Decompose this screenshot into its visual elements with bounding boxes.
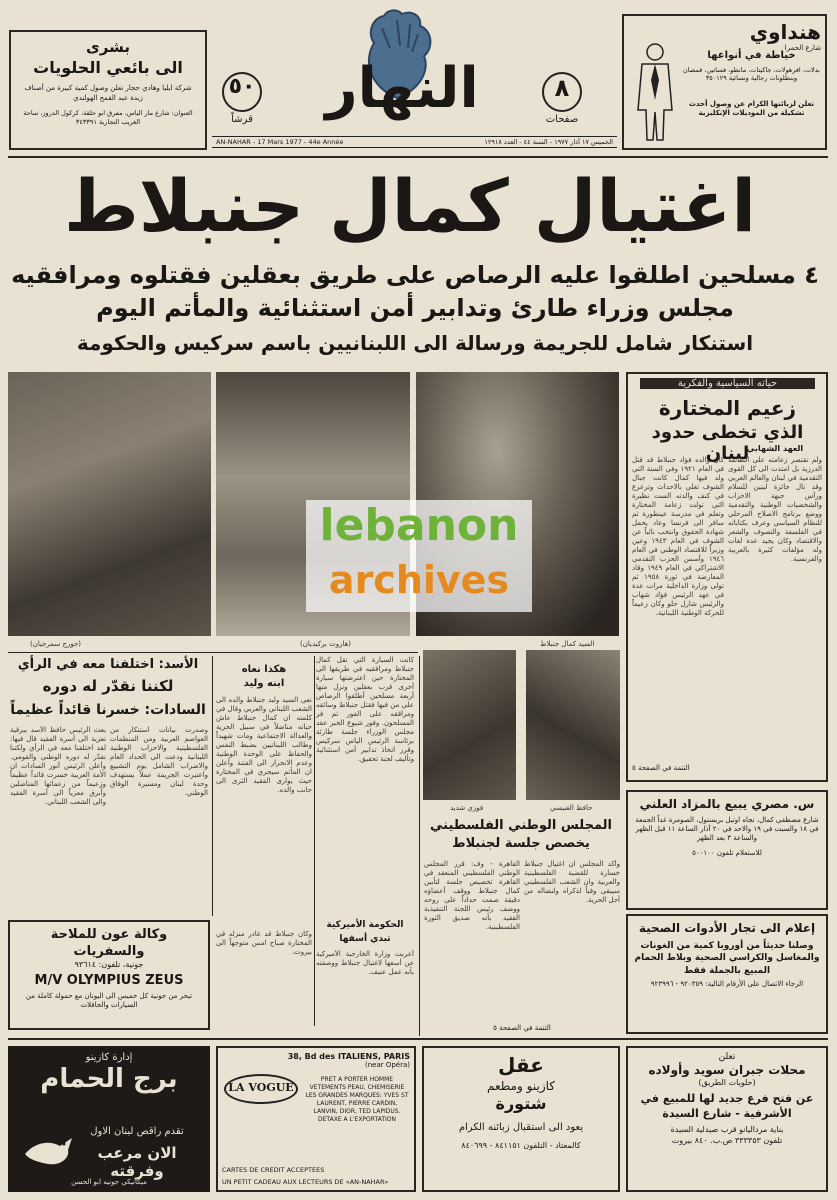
masthead xyxy=(212,8,617,148)
ad-casino-kicker: إدارة كازينو xyxy=(85,1052,133,1063)
assad-text-left: بعث الرئيس حافظ الأسد ببرقية تعزية الى أسرة الفقيد قال فيها: لقد اختلفنا معه في الرأي ولكننا نقدّر له دوره الوطني والقومي. وأعلن الرئيس أنور السادات ان الأمة العربية خسرت قائداً عظيماً وزعيماً من زعمائها المناضلين وأبرق معزياً الى أسرة الفقيد والى الشعب اللبناني. xyxy=(10,726,106,806)
ad-health-title: إعلام الى تجار الأدوات الصحية xyxy=(638,921,816,935)
ad-jubran-addr: بناية مرداليانو قرب صيدلية السيدة xyxy=(670,1125,784,1134)
bio-text-right: ولم تقتصر زعامته على الطائفة الدرزية بل امتدت الى كل القوى التقدمية في لبنان والعالم العربي وقد نال جائزة لينين للسلام ورأس جبهة الاحزاب والشخصيات الوطنية والتقدمية ووضع برنامج الاصلاح المرحلي للنظام السياسي وعرف بكتاباته في الفلسفة والتصوف والشعر والاقتصاد وكان يجيد عدة لغات وله مؤلفات كثيرة بالعربية والفرنسية. xyxy=(728,456,822,563)
ad-casino-line1: تقدم راقص لبنان الاول xyxy=(90,1126,184,1137)
rule-under-photos xyxy=(8,652,418,653)
photo-hafez-ghneisi xyxy=(526,650,620,800)
dove-icon xyxy=(20,1124,80,1174)
ad-vogue xyxy=(216,1046,416,1192)
assad-text-right: وصدرت بيانات استنكار من العواصم العربية ومن المنظمات الفلسطينية والاحزاب الوطنية اللبنانية ودعت الى الحداد العام والاضراب الشامل يوم التشييع واعتبرت الجريمة عملاً يستهدف وحدة لبنان ومسيرة الوفاق الوطني. xyxy=(110,726,208,797)
ad-vogue-gift: UN PETIT CADEAU AUX LECTEURS DE «AN-NAHAR» xyxy=(222,1178,389,1186)
ad-casino-title: برج الحمام xyxy=(40,1064,178,1094)
assad-title-1: الأسد: اختلفنا معه في الرأي xyxy=(17,657,199,672)
ad-shipping-phone: جونية، تلفون: ٩٣٦١٤ xyxy=(74,960,144,969)
photo-1-caption: (جورج سمرجيان) xyxy=(30,640,82,648)
assad-title-3: السادات: خسرنا قائداً عظيماً xyxy=(10,702,206,718)
ad-health-body: وصلنا حديثاً من أوروبا كمية من الغونات والمغاسل والكراسي الصحية وبلاط الحمام xyxy=(634,941,820,963)
ad-top-right-body: بدلات، افرهولات، جاكيتات، مانطو، فساتين، قمصان وبنطلونات رجالية ونسائية ٣٥٠١٢٩ xyxy=(683,66,820,82)
ad-akl-name: عقل xyxy=(498,1053,544,1077)
ad-akl xyxy=(422,1046,620,1192)
watermark-line-2: archives xyxy=(328,558,510,602)
council-title-1: المجلس الوطني الفلسطيني xyxy=(429,818,612,833)
ad-auction-title: س. مصري يبيع بالمزاد العلني xyxy=(639,797,815,811)
walid-text-2: وكان جنبلاط قد غادر منزله في المختارة صباح امس متوجهاً الى بيروت. xyxy=(216,930,312,956)
photo-2-caption: (هاروت بركيديان) xyxy=(300,640,352,648)
council-text-right: وأكد المجلس ان اغتيال جنبلاط خسارة للقضية الفلسطينية والعربية وان الشعب الفلسطيني سيبقى وفياً لذكراه ولنضاله من أجل الحرية. xyxy=(524,860,620,904)
ad-vogue-address-2: (near Opéra) xyxy=(364,1061,410,1069)
ad-casino-footer: ميكانيكي جونيه ابو الحسن xyxy=(71,1178,147,1186)
ad-akl-line2: شتورة xyxy=(495,1094,547,1113)
ad-top-left-body: شركة ايليا وهادي حجار تعلن وصول كمية كبيرة من أصناف زبدة عبد القمح الهولندي xyxy=(24,84,192,102)
walid-title-1: هكذا نعاه xyxy=(241,664,287,675)
ad-akl-line3: يعود الى استقبال زبائنه الكرام xyxy=(458,1122,584,1133)
ad-vogue-address: 38, Bd des ITALIENS, PARIS xyxy=(287,1052,410,1061)
main-headline: اغتيال كمال جنبلاط xyxy=(63,164,757,248)
ad-jubran xyxy=(626,1046,828,1192)
bio-kicker: حياته السياسية والفكرية xyxy=(640,378,815,389)
ad-shipping-body: تبحر من جونية كل خميس الى اليونان مع حمولة كاملة من السيارات والحافلات xyxy=(25,992,193,1009)
ad-casino xyxy=(8,1046,210,1192)
column-divider-1 xyxy=(212,656,213,916)
council-text-left: القاهرة - وف: قرر المجلس الوطني الفلسطيني المنعقد في القاهرة تخصيص جلسة لتأبين كمال جنبلاط ووقف أعضاؤه دقيقة صمت حداداً على روحه ووصف رئيس اللجنة التنفيذية الفقيد بأنه صديق الثورة الفلسطينية. xyxy=(424,860,520,931)
ad-akl-line4: كالمعتاد - التلفون ٨٤١١٥١ - ٨٤٠٦٩٩ xyxy=(461,1141,581,1150)
rule-bottom xyxy=(8,1038,828,1040)
photo-jumblatt-office xyxy=(8,372,211,636)
ad-auction-body: شارع مصطفى كمال، نجاه اوتيل بريستول، الصومرة غداً الجمعة في ١٨ والسبت في ١٩ والاحد في ٢٠ آذار الساعة ١١ قبل الظهر والساعة ٣ بعد الظهر xyxy=(635,816,819,842)
pages-number: ٨ xyxy=(554,74,570,102)
ad-auction-phone: للاستعلام تلفون ٥٠٠١٠٠ xyxy=(692,849,762,857)
photo-4-caption: فوزي شديد xyxy=(450,804,484,812)
ad-akl-line1: كازينو ومطعم xyxy=(487,1079,555,1093)
walid-text: نعى السيد وليد جنبلاط والده الى الشعب اللبناني والعربي وقال في كلمته ان كمال جنبلاط عاش حياته مناضلاً في سبيل الحرية والعدالة الاجتماعية ومات شهيداً وطالب اللبنانيين بضبط النفس والحفاظ على الوحدة الوطنية وعدم الانجرار الى الفتنة وأعلن ان المأتم سيجري في المختارة حيث يوارى الفقيد الثرى الى جانب والده. xyxy=(216,696,312,794)
ad-top-right-line1: خياطة في أنواعها xyxy=(707,50,796,61)
walid-sub-2: تبدي أسفها xyxy=(339,934,391,944)
ad-shipping-title: وكالة عون للملاحة والسفريات xyxy=(50,927,168,959)
ad-vogue-brand: LA VOGUE xyxy=(224,1074,298,1104)
masthead-title: النهار xyxy=(325,56,479,121)
watermark-line-1: lebanon xyxy=(319,500,519,551)
ad-jubran-body: عن فتح فرع جديد لها للمبيع في الأشرفية - شارع السيدة xyxy=(640,1092,814,1120)
ad-top-right-line2: تعلن لزبائنها الكرام عن وصول أحدث تشكيلة من الموديلات الإنكليزية xyxy=(688,100,815,117)
dateline-french: AN-NAHAR - 17 Mars 1977 - 44e Année xyxy=(216,138,344,146)
ad-top-left-subtitle: الى بائعي الحلويات xyxy=(33,58,183,77)
dateline-arabic: الخميس ١٧ آذار ١٩٧٧ - السنة ٤٤ - العدد ١٢٩١٨ xyxy=(484,138,613,146)
assad-title-2: لكننا نقدّر له دوره xyxy=(42,677,174,695)
bio-title-2: الذي تخطى حدود لبنان xyxy=(651,422,804,464)
rule-top xyxy=(8,156,828,158)
ad-vogue-cards: CARTES DE CREDIT ACCEPTEES xyxy=(222,1166,325,1174)
ad-jubran-phone: تلفون ٣٣٣٣٥٣ ص.ب. ٨٤٠ بيروت xyxy=(671,1136,783,1145)
ad-shipping xyxy=(8,920,210,1030)
man-in-suit-icon xyxy=(630,40,680,145)
subheadline-2: مجلس وزراء طارئ وتدابير أمن استثنائية والمأتم اليوم xyxy=(96,294,734,322)
council-footer: التتمة في الصفحة ٥ xyxy=(493,1024,551,1032)
bio-text-left: كان والده فؤاد جنبلاط قد قتل في العام ١٩٢١ وفي السنة التي ولد فيها كمال كانت جبال الشوف تغلي بالاحداث وترعرع في كنف والدته الست نظيرة التي تولت زعامة المختارة وتعلم في مدرسة عينطورة ثم سافر الى فرنسا وعاد يحمل شهادة الحقوق وانتخب نائباً عن الشوف في العام ١٩٤٣ وعين وزيراً للاقتصاد الوطني في العام ١٩٤٦ وأسس الحزب التقدمي الاشتراكي في العام ١٩٤٩ وقاد المعارضة في ثورة ١٩٥٨ ثم تولى وزارة الداخلية مرات عدة في عهد الرئيس فؤاد شهاب والرئيس شارل حلو وكان زعيماً للحركة الوطنية اللبنانية. xyxy=(632,456,724,617)
walid-title-2: ابنه وليد xyxy=(243,678,285,689)
ad-top-left-title: بشرى xyxy=(86,38,130,56)
ad-jubran-title: محلات جبران سويد وأولاده xyxy=(648,1063,806,1077)
ad-top-left xyxy=(9,30,207,150)
ad-top-right-brand: هنداوي xyxy=(749,20,821,44)
ad-auction xyxy=(626,790,828,910)
ad-vogue-text: PRET A PORTER HOMME VETEMENTS PEAU, CHEMISERIE LES GRANDES MARQUES: YVES ST LAURENT, PIERRE CARDIN, LANVIN, DIOR, TED LAPIDUS. DETAXE A L'EXPORTATION xyxy=(305,1076,409,1123)
ad-casino-line2: الان مرعب وفرقته xyxy=(97,1144,177,1180)
pages-label: صفحات xyxy=(545,114,579,125)
ad-jubran-kicker: تعلن xyxy=(718,1052,736,1062)
ad-health-note: المبيع بالجملة فقط xyxy=(683,966,771,976)
price-label: قرشاً xyxy=(231,114,253,125)
ad-top-right xyxy=(622,14,827,150)
column-divider-2 xyxy=(314,656,315,1026)
subheadline-3: استنكار شامل للجريمة ورسالة الى اللبنانيين باسم سركيس والحكومة xyxy=(76,331,754,355)
walid-sub-1: الحكومة الأميركية xyxy=(326,920,404,930)
dateline-bar xyxy=(212,136,617,148)
photo-3-caption: السيد كمال جنبلاط xyxy=(540,640,595,648)
price-number: ٥٠ xyxy=(228,74,256,99)
bio-footer: التتمة في الصفحة ٥ xyxy=(632,764,690,772)
ad-top-right-sub: شارع الحمرا xyxy=(784,44,821,52)
subheadline-1: ٤ مسلحين اطلقوا عليه الرصاص على طريق بعقلين فقتلوه ومرافقيه xyxy=(11,261,819,289)
ad-shipping-ship: M/V OLYMPIUS ZEUS xyxy=(34,973,184,988)
ad-top-left-address: العنوان: شارع مار الياس، مفرق ابو حلقة، كركول الدروز، ساحة الغريب التجارية ٣٤٣٣٩١ xyxy=(23,109,193,126)
bio-sub: العهد الشهابي xyxy=(746,444,804,453)
center-text-b: أعربت وزارة الخارجية الأميركية عن أسفها لاغتيال جنبلاط ووصفته بأنه عمل عنيف. xyxy=(316,950,414,976)
ad-health-contact: الرجاء الاتصال على الأرقام التالية: ٩٢٠٣٥٩ - ٩٢٣٩٩٦ xyxy=(650,980,804,988)
bio-title-1: زعيم المختارة xyxy=(658,396,797,420)
ad-health xyxy=(626,914,828,1034)
photo-5-caption: حافظ الغنيسي xyxy=(550,804,593,812)
ad-jubran-sub: (حلويات الطريق) xyxy=(698,1078,756,1087)
council-title-2: يخصص جلسة لجنبلاط xyxy=(452,836,590,851)
center-text-a: كانت السيارة التي تقل كمال جنبلاط ومرافقيه في طريقها الى المختارة حين اعترضتها سيارة أخرى قرب بعقلين ونزل منها أربعة مسلحين أطلقوا الرصاص على من فيها فقتل جنبلاط وسائقه ومرافقه على الفور ثم فر المسلحون. وفور شيوع الخبر عقد مجلس الوزراء جلسة طارئة برئاسة الرئيس الياس سركيس وقرر اتخاذ تدابير أمن استثنائية وتأليف لجنة تحقيق. xyxy=(316,656,414,763)
photo-fawzi-shdid xyxy=(423,650,516,800)
column-divider-3 xyxy=(419,656,420,1036)
